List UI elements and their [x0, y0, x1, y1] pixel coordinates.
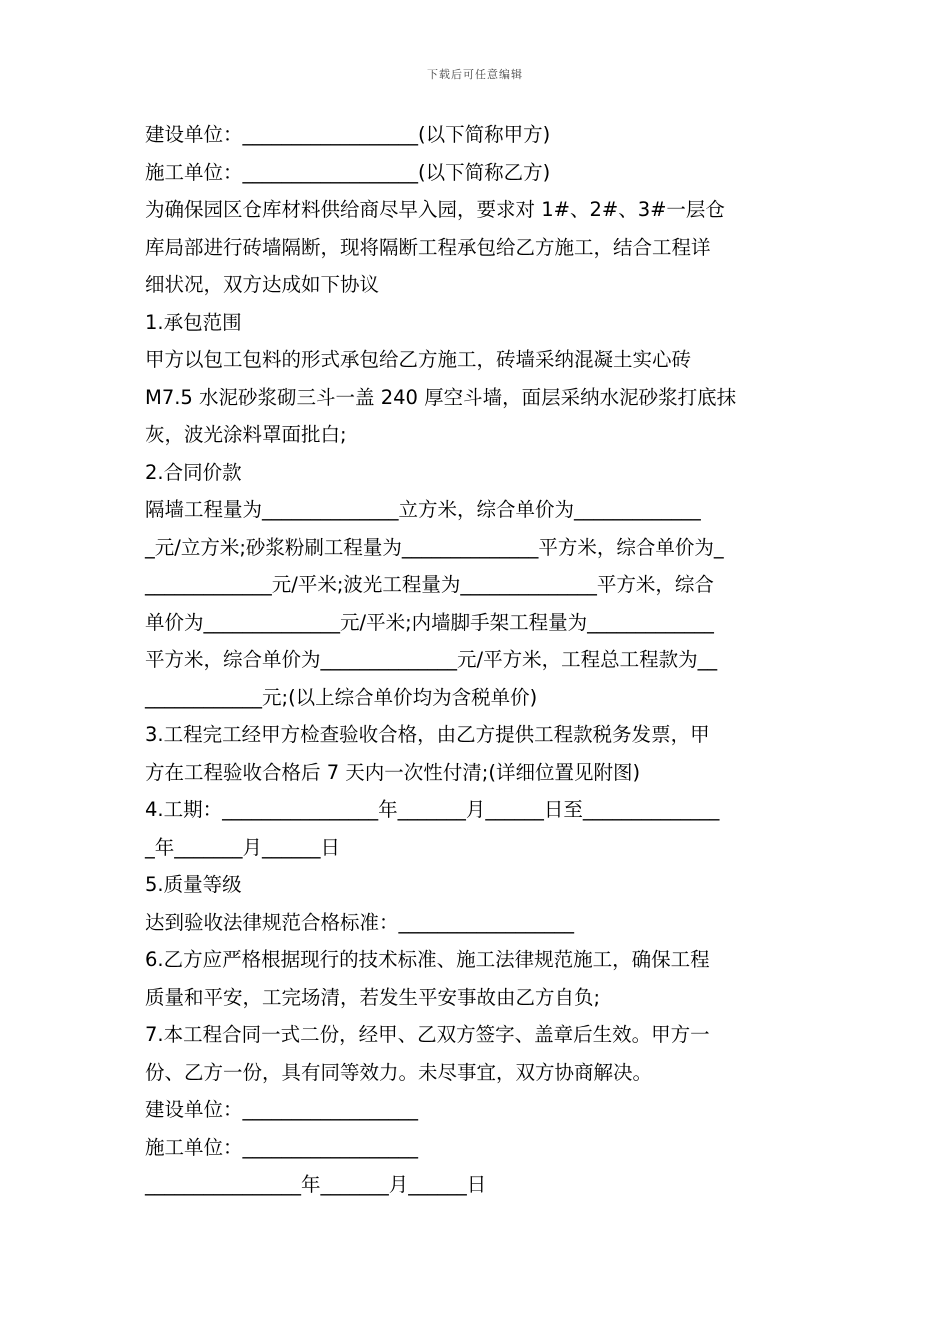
clause7-line-2: 份、乙方一份，具有同等效力。未尽事宜，双方协商解决。 — [145, 1060, 653, 1084]
clause7-line-1: 7.本工程合同一式二份，经甲、乙双方签字、盖章后生效。甲方一 — [145, 1023, 710, 1046]
price-line-6: ____________元;(以上综合单价均为含税单价) — [145, 685, 538, 709]
price-line-3: _____________元/平米;波光工程量为______________平方米，综合 — [145, 573, 714, 596]
contract-body — [145, 116, 807, 1204]
header-note: 下载后可任意编辑 — [427, 68, 523, 81]
clause6-line-1: 6.乙方应严格根据现行的技术标准、施工法律规范施工，确保工程 — [145, 948, 710, 971]
scope-line-2: M7.5 水泥砂浆砌三斗一盖 240 厚空斗墙，面层采纳水泥砂浆打底抹 — [145, 385, 737, 409]
intro-line-2: 库局部进行砖墙隔断，现将隔断工程承包给乙方施工，结合工程详 — [145, 235, 711, 259]
scope-line-3: 灰，波光涂料罩面批白; — [145, 423, 347, 446]
price-line-2: _元/立方米;砂浆粉刷工程量为______________平方米，综合单价为_ — [145, 535, 724, 559]
payment-line-2: 方在工程验收合格后 7 天内一次性付清;(详细位置见附图) — [145, 760, 641, 784]
employer-line: 建设单位：__________________(以下简称甲方) — [145, 123, 551, 146]
price-line-1: 隔墙工程量为______________立方米，综合单价为_____________ — [145, 498, 701, 521]
signature-employer: 建设单位：__________________ — [145, 1098, 419, 1121]
section-heading-price: 2.合同价款 — [145, 460, 242, 484]
period-line-1: 4.工期：________________年_______月______日至______________ — [145, 798, 720, 821]
clause6-line-2: 质量和平安，工完场清，若发生平安事故由乙方自负; — [145, 985, 601, 1009]
intro-line-1: 为确保园区仓库材料供给商尽早入园，要求对 1#、2#、3#一层仓 — [145, 198, 725, 221]
scope-line-1: 甲方以包工包料的形式承包给乙方施工，砖墙采纳混凝土实心砖 — [145, 348, 692, 371]
signature-contractor: 施工单位：__________________ — [145, 1135, 419, 1159]
intro-line-3: 细状况，双方达成如下协议 — [145, 273, 380, 296]
section-heading-quality: 5.质量等级 — [145, 873, 242, 896]
signature-date: ________________年_______月______日 — [145, 1173, 487, 1196]
price-line-4: 单价为______________元/平米;内墙脚手架工程量为_____________ — [145, 610, 714, 634]
section-heading-scope: 1.承包范围 — [145, 310, 242, 334]
payment-line-1: 3.工程完工经甲方检查验收合格，由乙方提供工程款税务发票，甲 — [145, 723, 710, 746]
quality-line: 达到验收法律规范合格标准：__________________ — [145, 910, 575, 934]
period-line-2: _年_______月______日 — [145, 835, 341, 859]
contractor-line: 施工单位：__________________(以下简称乙方) — [145, 160, 551, 184]
price-line-5: 平方米，综合单价为______________元/平方米，工程总工程款为__ — [145, 648, 718, 671]
